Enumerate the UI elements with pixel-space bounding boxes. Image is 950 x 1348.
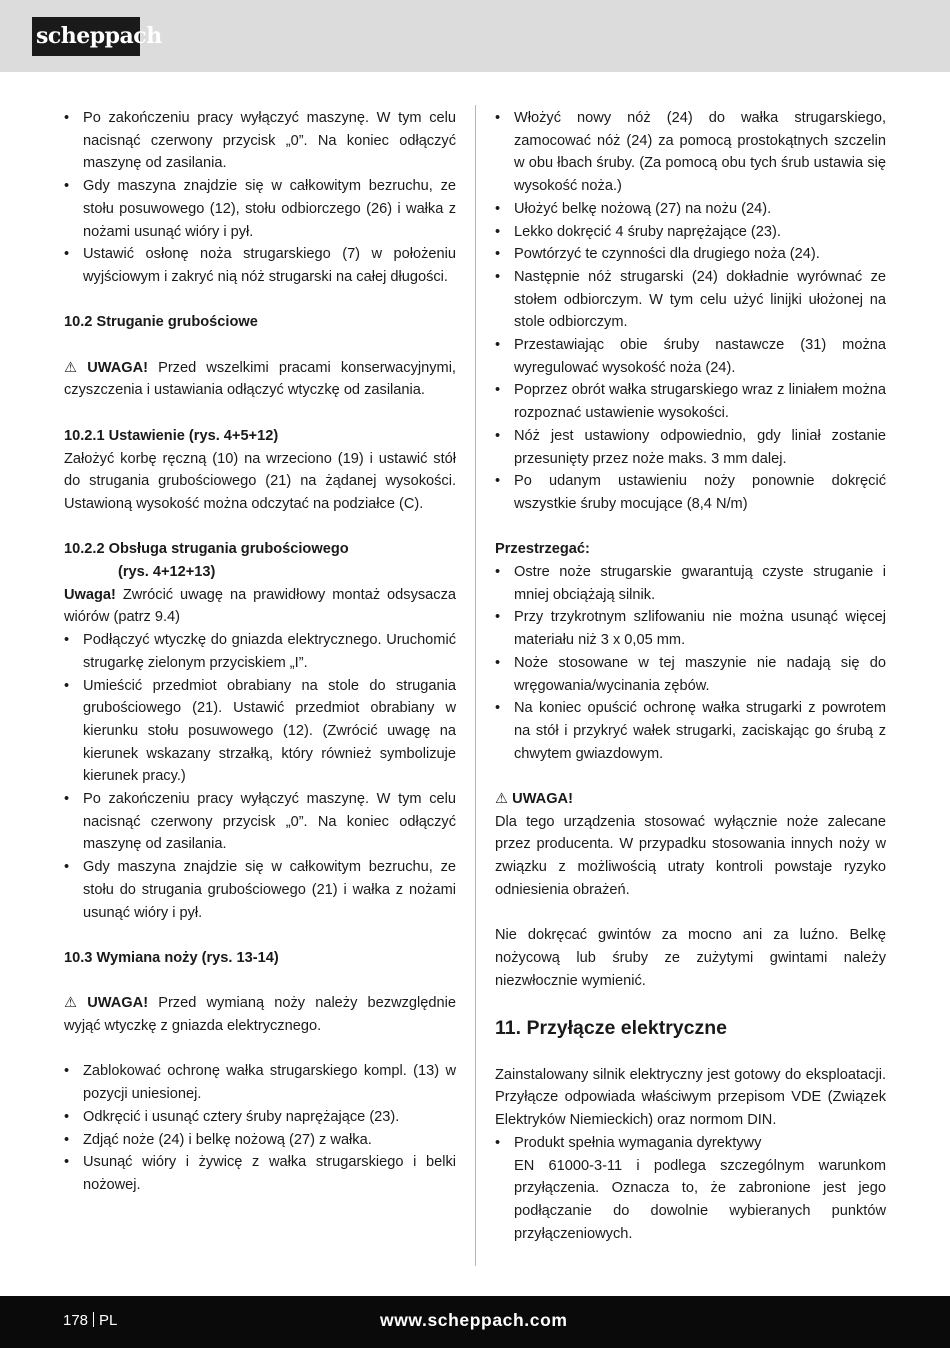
list-item: • Noże stosowane w tej maszynie nie nadają się do wręgowania/wycinania zębów. bbox=[495, 652, 886, 697]
warning-paragraph-4: Dla tego urządzenia stosować wyłącznie noże zalecane przez producenta. W przypadku stosowania innych noży w związku z możliwością utraty kontroli powstaje ryzyko odniesienia obrażeń. bbox=[495, 813, 886, 898]
list-item: • Zablokować ochronę wałka strugarskiego kompl. (13) w pozycji uniesionej. bbox=[64, 1060, 456, 1105]
bullet-icon: • bbox=[64, 1154, 70, 1171]
warning-label: UWAGA! bbox=[87, 995, 149, 1012]
list-item: • Zdjąć noże (24) i belkę nożową (27) z wałka. bbox=[64, 1129, 456, 1152]
bullet-list-mid-left bbox=[64, 629, 456, 924]
bullet-icon: • bbox=[64, 1108, 70, 1125]
section-heading-przestrzegac: Przestrzegać: bbox=[495, 541, 590, 558]
bullet-icon: • bbox=[495, 382, 501, 399]
list-item: • Ułożyć belkę nożową (27) na nożu (24). bbox=[495, 198, 886, 221]
list-item: • Odkręcić i usunąć cztery śruby naprężające (23). bbox=[64, 1106, 456, 1129]
list-item: • Po zakończeniu pracy wyłączyć maszynę. W tym celu nacisnąć czerwony przycisk „0”. Na koniec odłączyć maszynę od zasilania. bbox=[64, 107, 456, 175]
bullet-icon: • bbox=[495, 609, 501, 626]
page-number: 178 PL bbox=[63, 1312, 118, 1329]
bullet-icon: • bbox=[495, 1134, 501, 1151]
note-paragraph: Uwaga! Zwrócić uwagę na prawidłowy montaż odsysacza wiórów (patrz 9.4) bbox=[64, 586, 456, 626]
section-heading-11: 11. Przyłącze elektryczne bbox=[495, 1017, 727, 1040]
list-item: • Lekko dokręcić 4 śruby naprężające (23). bbox=[495, 221, 886, 244]
list-item: • Podłączyć wtyczkę do gniazda elektrycznego. Uruchomić strugarkę zielonym przyciskiem „I”. bbox=[64, 629, 456, 674]
warning-icon: ⚠ bbox=[64, 359, 78, 376]
bullet-icon: • bbox=[495, 246, 501, 263]
list-item: • Przestawiając obie śruby nastawcze (31) można wyregulować wysokość noża (24). bbox=[495, 334, 886, 379]
list-item: • Umieścić przedmiot obrabiany na stole do strugania grubościowego (21). Ustawić przedmiot obrabiany w kierunku stołu posuwowego (12). (Zwrócić uwagę na kierunek wskazany strzałką, który również symbolizuje kierunek pracy.) bbox=[64, 675, 456, 789]
bullet-list-11 bbox=[495, 1132, 886, 1246]
section-heading-10-2-1: 10.2.1 Ustawienie (rys. 4+5+12) bbox=[64, 427, 279, 444]
bullet-icon: • bbox=[495, 427, 501, 444]
bullet-icon: • bbox=[495, 337, 501, 354]
list-item: • Powtórzyć te czynności dla drugiego noża (24). bbox=[495, 243, 886, 266]
list-item: • Na koniec opuścić ochronę wałka strugarki z powrotem na stół i przykryć wałek strugarki, zaciskając go śrubą z chwytem gwiazdowym. bbox=[495, 697, 886, 765]
list-item: • Ostre noże strugarskie gwarantują czyste struganie i mniej obciążają silnik. bbox=[495, 561, 886, 606]
list-item: • Nóż jest ustawiony odpowiednio, gdy liniał zostanie przesunięty przez noże maks. 3 mm dalej. bbox=[495, 425, 886, 470]
bullet-icon: • bbox=[64, 178, 70, 195]
list-item: • Następnie nóż strugarski (24) dokładnie wyrównać ze stołem odbiorczym. W tym celu użyć linijki ułożonej na stole odbiorczym. bbox=[495, 266, 886, 334]
list-item: • Włożyć nowy nóż (24) do wałka strugarskiego, zamocować nóż (24) za pomocą prostokątnych szczelin w obu łbach śruby. (Za pomocą obu tych śrub ustawia się wysokość noża.) bbox=[495, 107, 886, 198]
list-item: • Ustawić osłonę noża strugarskiego (7) w położeniu wyjściowym i zakryć nią nóż strugarski na całej długości. bbox=[64, 243, 456, 288]
bullet-icon: • bbox=[495, 223, 501, 240]
right-column bbox=[495, 107, 886, 1245]
bullet-list-top-left bbox=[64, 107, 456, 289]
list-item: • Gdy maszyna znajdzie się w całkowitym bezruchu, ze stołu posuwowego (12), stołu odbiorczego (26) i wałka z nożami usunąć wióry i pył. bbox=[64, 175, 456, 243]
section-heading-10-2-2-figures: (rys. 4+12+13) bbox=[118, 564, 216, 580]
page-separator bbox=[93, 1312, 94, 1327]
scheppach-logo: scheppach bbox=[32, 17, 140, 56]
bullet-list-przestrzegac bbox=[495, 561, 886, 765]
bullet-icon: • bbox=[495, 200, 501, 217]
bullet-icon: • bbox=[64, 791, 70, 808]
bullet-icon: • bbox=[495, 700, 501, 717]
bullet-list-top-right bbox=[495, 107, 886, 516]
list-item: • Usunąć wióry i żywicę z wałka strugarskiego i belki nożowej. bbox=[64, 1151, 456, 1196]
warning-label: UWAGA! bbox=[87, 359, 148, 376]
left-column bbox=[64, 107, 456, 1197]
paragraph-10-2-1: Założyć korbę ręczną (10) na wrzeciono (19) i ustawić stół do strugania grubościowego (21) na żądanej wysokości. Ustawioną wysokość można odczytać na podziałce (C). bbox=[64, 450, 456, 512]
bullet-icon: • bbox=[64, 110, 70, 126]
paragraph-11: Zainstalowany silnik elektryczny jest gotowy do eksploatacji. Przyłącze odpowiada właściwym przepisom VDE (Związek Elektryków Niemieckich) oraz normom DIN. bbox=[495, 1066, 886, 1129]
list-item: • Poprzez obrót wałka strugarskiego wraz z liniałem można rozpoznać ustawienie wysokości. bbox=[495, 379, 886, 424]
bullet-icon: • bbox=[64, 632, 70, 649]
header-band bbox=[0, 0, 950, 72]
bullet-icon: • bbox=[64, 1131, 70, 1148]
website-url: www.scheppach.com bbox=[380, 1310, 568, 1330]
list-item: • Produkt spełnia wymagania dyrektywy EN 61000-3-11 i podlega szczególnym warunkom przyłączenia. Oznacza to, że zabronione jest jego podłączanie do dowolnie wybieranych punktów przyłączeniowych. bbox=[495, 1132, 886, 1246]
footer-band bbox=[0, 1296, 950, 1348]
language-code: PL bbox=[99, 1312, 118, 1329]
list-item: • Po udanym ustawieniu noży ponownie dokręcić wszystkie śruby mocujące (8,4 N/m) bbox=[495, 470, 886, 515]
bullet-icon: • bbox=[495, 654, 501, 671]
list-item: • Przy trzykrotnym szlifowaniu nie można usunąć więcej materiału niż 3 x 0,05 mm. bbox=[495, 606, 886, 651]
bullet-icon: • bbox=[495, 110, 501, 126]
section-heading-10-2: 10.2 Struganie grubościowe bbox=[64, 314, 258, 331]
bullet-icon: • bbox=[495, 564, 501, 581]
bullet-icon: • bbox=[64, 677, 70, 694]
warning-icon: ⚠ bbox=[495, 791, 509, 808]
warning-paragraph-1: ⚠ UWAGA! Przed wszelkimi pracami konserwacyjnymi, czyszczenia i ustawiania odłączyć wtyczkę od zasilania. bbox=[64, 357, 456, 402]
warning-icon: ⚠ bbox=[64, 995, 78, 1012]
bullet-icon: • bbox=[64, 1063, 70, 1080]
section-heading-10-2-2: 10.2.2 Obsługa strugania grubościowego bbox=[64, 541, 349, 558]
bullet-icon: • bbox=[495, 268, 501, 285]
threads-paragraph: Nie dokręcać gwintów za mocno ani za luźno. Belkę nożycową lub śruby ze zużytymi gwintami należy niezwłocznie wymienić. bbox=[495, 927, 886, 989]
warning-heading-4 bbox=[495, 788, 886, 811]
bullet-icon: • bbox=[495, 473, 501, 490]
note-label: Uwaga! bbox=[64, 586, 116, 603]
column-divider bbox=[475, 105, 476, 1266]
bullet-list-bottom-left bbox=[64, 1060, 456, 1196]
bullet-icon: • bbox=[64, 246, 70, 263]
list-item: • Gdy maszyna znajdzie się w całkowitym bezruchu, ze stołu do strugania grubościowego (21) i wałka z nożami usunąć wióry i pył. bbox=[64, 856, 456, 924]
warning-paragraph-3: ⚠ UWAGA! Przed wymianą noży należy bezwzględnie wyjąć wtyczkę z gniazda elektrycznego. bbox=[64, 992, 456, 1037]
bullet-icon: • bbox=[64, 859, 70, 876]
warning-label: UWAGA! bbox=[512, 791, 573, 808]
list-item: • Po zakończeniu pracy wyłączyć maszynę. W tym celu nacisnąć czerwony przycisk „0”. Na koniec odłączyć maszynę od zasilania. bbox=[64, 788, 456, 856]
section-heading-10-3: 10.3 Wymiana noży (rys. 13-14) bbox=[64, 949, 279, 966]
